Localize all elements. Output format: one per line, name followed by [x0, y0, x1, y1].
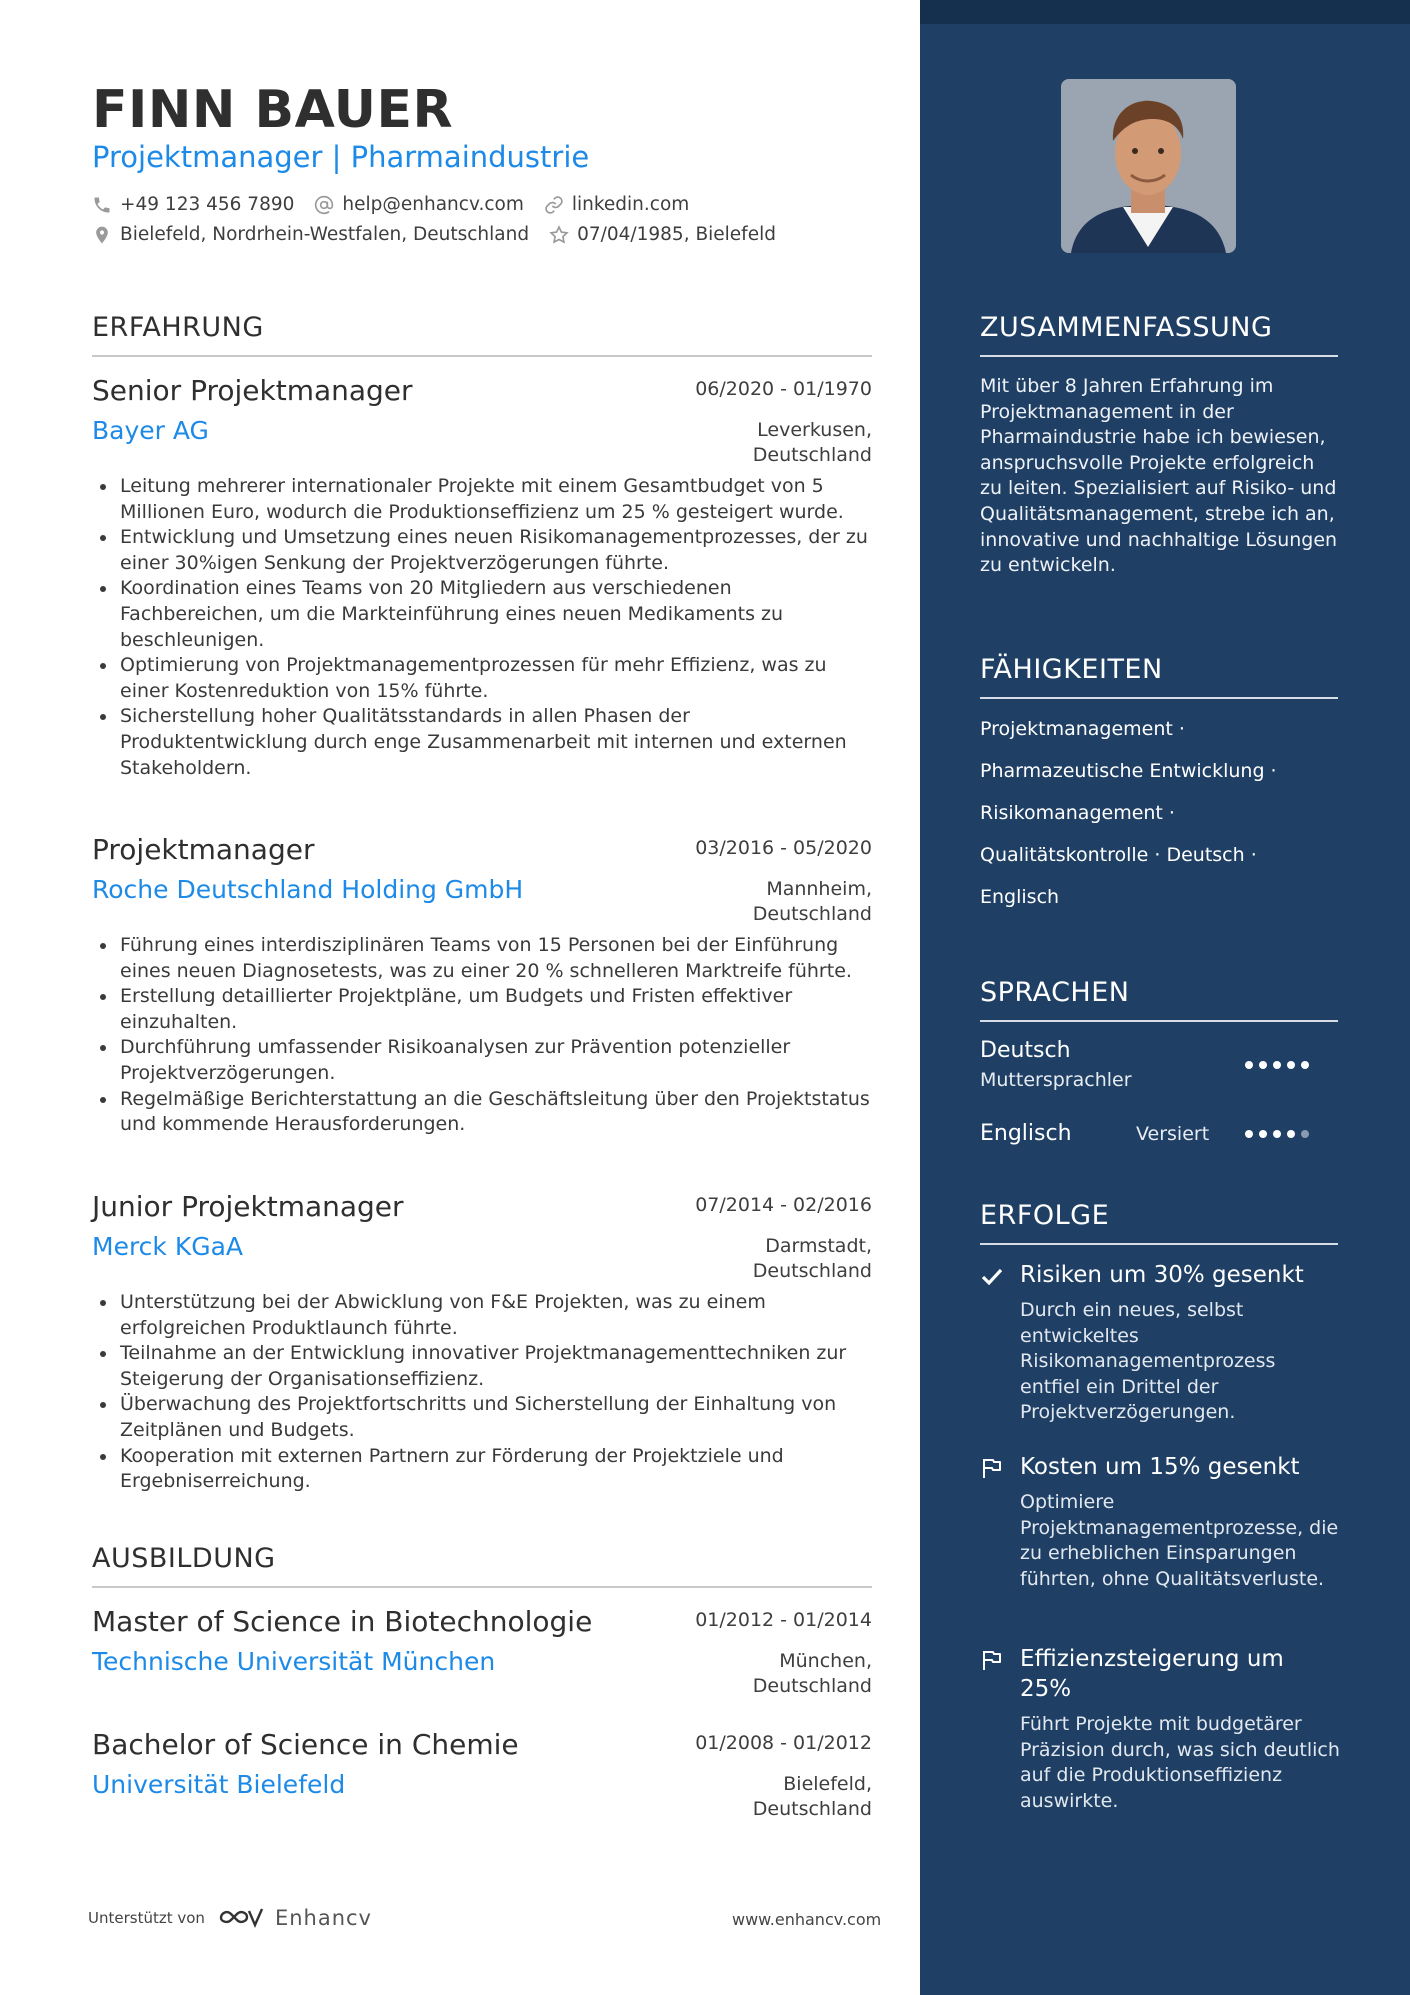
- job-title: Senior Projektmanager: [92, 374, 413, 407]
- job-bullet: Regelmäßige Berichterstattung an die Geschäftsleitung über den Projektstatus und kommende Herausforderungen.: [92, 1087, 872, 1138]
- job-bullet: Überwachung des Projektfortschritts und Sicherstellung der Einhaltung von Zeitplänen und Budgets.: [92, 1392, 872, 1443]
- job-bullet: Unterstützung bei der Abwicklung von F&E Projekten, was zu einem erfolgreichen Produktlaunch führte.: [92, 1290, 872, 1341]
- candidate-name: FINN BAUER: [92, 80, 454, 140]
- rating-dot-filled: [1301, 1061, 1309, 1069]
- headline: Projektmanager | Pharmaindustrie: [92, 140, 590, 174]
- flag-icon: [980, 1648, 1004, 1672]
- skill-line: Englisch: [980, 886, 1060, 908]
- achievements-section-title: ERFOLGE: [980, 1200, 1338, 1245]
- footer-powered-by: [88, 1905, 372, 1931]
- contact-row-2: [92, 224, 796, 245]
- check-icon: [980, 1264, 1004, 1288]
- job-bullet: Kooperation mit externen Partnern zur Förderung der Projektziele und Ergebniserreichung.: [92, 1444, 872, 1495]
- achievement-title: Risiken um 30% gesenkt: [1020, 1262, 1304, 1288]
- achievement-description: Durch ein neues, selbst entwickeltes Risikomanagementprozess entfiel ein Drittel der Projektverzögerungen.: [1020, 1299, 1276, 1424]
- education-dates: 01/2008 - 01/2012: [695, 1732, 872, 1754]
- job-bullets: [92, 1290, 872, 1495]
- language-level: Versiert: [1136, 1123, 1210, 1145]
- sidebar: [920, 0, 1410, 1995]
- sidebar-top-bar: [920, 0, 1410, 24]
- education-section-title: AUSBILDUNG: [92, 1543, 872, 1588]
- language-rating: [1245, 1130, 1315, 1138]
- job-dates: 03/2016 - 05/2020: [695, 837, 872, 859]
- job-bullet: Entwicklung und Umsetzung eines neuen Risikomanagementprozesses, der zu einer 30%igen Senkung der Projektverzögerungen führte.: [92, 525, 872, 576]
- footer-website[interactable]: www.enhancv.com: [732, 1910, 882, 1929]
- language-name: Englisch: [980, 1121, 1072, 1146]
- job-location: Darmstadt, Deutschland: [752, 1235, 872, 1282]
- summary-section-title: ZUSAMMENFASSUNG: [980, 312, 1338, 357]
- email-contact[interactable]: [314, 194, 523, 215]
- footer-brand: Enhancv: [274, 1906, 372, 1930]
- linkedin-text[interactable]: linkedin.com: [571, 194, 690, 215]
- achievement-title: Kosten um 15% gesenkt: [1020, 1454, 1300, 1480]
- education-location: Bielefeld, Deutschland: [752, 1773, 872, 1820]
- job-bullet: Sicherstellung hoher Qualitätsstandards in allen Phasen der Produktentwicklung durch enge Zusammenarbeit mit internen und externen Stakeholdern.: [92, 704, 872, 781]
- job-dates: 07/2014 - 02/2016: [695, 1194, 872, 1216]
- job-bullet: Durchführung umfassender Risikoanalysen zur Prävention potenzieller Projektverzögerungen.: [92, 1035, 872, 1086]
- job-bullet: Führung eines interdisziplinären Teams von 15 Personen bei der Einführung eines neuen Diagnosetests, was zu einer 20 % schnelleren Marktreife führte.: [92, 933, 872, 984]
- rating-dot-filled: [1245, 1130, 1253, 1138]
- skill-line: Risikomanagement ·: [980, 802, 1175, 824]
- flag-icon: [980, 1456, 1004, 1480]
- location-pin-icon: [92, 225, 112, 245]
- phone-contact: [92, 194, 294, 215]
- enhancv-logo-icon: [217, 1905, 265, 1931]
- profile-photo: [1061, 79, 1236, 253]
- skills-section-title: FÄHIGKEITEN: [980, 654, 1338, 699]
- skill-line: Pharmazeutische Entwicklung ·: [980, 760, 1277, 782]
- education-location: München, Deutschland: [752, 1650, 872, 1697]
- rating-dot-filled: [1287, 1130, 1295, 1138]
- profile-photo-illustration: [1061, 79, 1236, 253]
- link-icon: [544, 195, 564, 215]
- birth-text: 07/04/1985, Bielefeld: [577, 224, 776, 245]
- job-company: Roche Deutschland Holding GmbH: [92, 875, 524, 904]
- job-dates: 06/2020 - 01/1970: [695, 378, 872, 400]
- school-name: Universität Bielefeld: [92, 1770, 346, 1799]
- language-name: Deutsch: [980, 1038, 1071, 1063]
- phone-text: +49 123 456 7890: [120, 194, 295, 215]
- job-company: Merck KGaA: [92, 1232, 244, 1261]
- experience-section-title: ERFAHRUNG: [92, 312, 872, 357]
- job-location: Mannheim, Deutschland: [752, 878, 872, 925]
- rating-dot-filled: [1273, 1061, 1281, 1069]
- degree-title: Bachelor of Science in Chemie: [92, 1728, 519, 1761]
- job-company: Bayer AG: [92, 416, 209, 445]
- linkedin-contact[interactable]: [544, 194, 689, 215]
- rating-dot-filled: [1259, 1130, 1267, 1138]
- education-dates: 01/2012 - 01/2014: [695, 1609, 872, 1631]
- rating-dot-empty: [1301, 1130, 1309, 1138]
- achievement-description: Führt Projekte mit budgetärer Präzision durch, was sich deutlich auf die Produktionseffizienz auswirkte.: [1020, 1713, 1340, 1812]
- job-title: Projektmanager: [92, 833, 315, 866]
- location-text: Bielefeld, Nordrhein-Westfalen, Deutschland: [120, 224, 530, 245]
- job-location: Leverkusen, Deutschland: [752, 419, 872, 466]
- language-rating: [1245, 1061, 1315, 1069]
- school-name: Technische Universität München: [92, 1647, 496, 1676]
- achievement-description: Optimiere Projektmanagementprozesse, die zu erheblichen Einsparungen führten, ohne Qualitätsverluste.: [1020, 1491, 1339, 1590]
- summary-text: Mit über 8 Jahren Erfahrung im Projektmanagement in der Pharmaindustrie habe ich bewiesen, anspruchsvolle Projekte erfolgreich zu leiten. Spezialisiert auf Risiko- und Qualitätsmanagement, strebe ich an, innovative und nachhaltige Lösungen zu entwickeln.: [980, 375, 1338, 577]
- rating-dot-filled: [1287, 1061, 1295, 1069]
- at-icon: [314, 195, 334, 215]
- location-contact: [92, 224, 529, 245]
- skill-line: Qualitätskontrolle · Deutsch ·: [980, 844, 1257, 866]
- job-bullet: Teilnahme an der Entwicklung innovativer Projektmanagementtechniken zur Steigerung der Organisationseffizienz.: [92, 1341, 872, 1392]
- job-bullet: Erstellung detaillierter Projektpläne, um Budgets und Fristen effektiver einzuhalten.: [92, 984, 872, 1035]
- email-text[interactable]: help@enhancv.com: [342, 194, 524, 215]
- degree-title: Master of Science in Biotechnologie: [92, 1605, 593, 1638]
- job-bullet: Leitung mehrerer internationaler Projekte mit einem Gesamtbudget von 5 Millionen Euro, wodurch die Produktionseffizienz um 25 % gesteigert wurde.: [92, 474, 872, 525]
- birth-contact: [549, 224, 776, 245]
- language-level: Muttersprachler: [980, 1069, 1132, 1091]
- powered-by-text: Unterstützt von: [88, 1909, 205, 1927]
- rating-dot-filled: [1245, 1061, 1253, 1069]
- job-bullets: [92, 474, 872, 781]
- job-bullet: Koordination eines Teams von 20 Mitgliedern aus verschiedenen Fachbereichen, um die Markteinführung eines neuen Medikaments zu beschleunigen.: [92, 576, 872, 653]
- contact-row-1: [92, 194, 709, 215]
- job-title: Junior Projektmanager: [92, 1190, 404, 1223]
- rating-dot-filled: [1273, 1130, 1281, 1138]
- skill-line: Projektmanagement ·: [980, 718, 1185, 740]
- languages-section-title: SPRACHEN: [980, 977, 1338, 1022]
- achievement-title: Effizienzsteigerung um 25%: [1020, 1646, 1284, 1702]
- job-bullet: Optimierung von Projektmanagementprozessen für mehr Effizienz, was zu einer Kostenreduktion von 15% führte.: [92, 653, 872, 704]
- star-icon: [549, 225, 569, 245]
- rating-dot-filled: [1259, 1061, 1267, 1069]
- job-bullets: [92, 933, 872, 1138]
- phone-icon: [92, 195, 112, 215]
